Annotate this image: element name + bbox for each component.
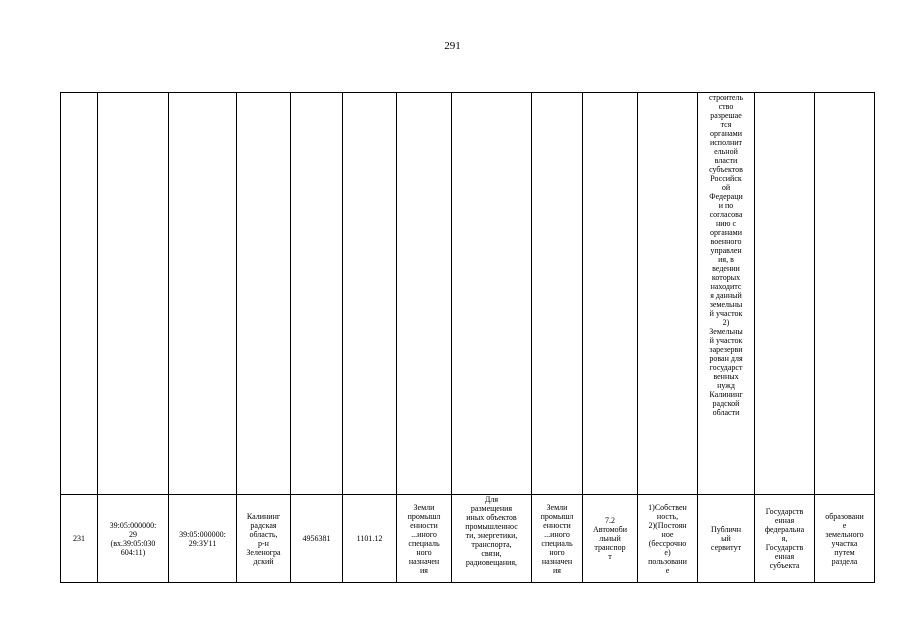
cell-empty (397, 93, 452, 495)
cell-empty (755, 93, 815, 495)
table-row (61, 495, 875, 583)
formation: образовани e земельного участка путем раздела (825, 511, 864, 566)
land-register-table (60, 92, 875, 583)
table-row-continuation (61, 93, 875, 495)
cell-empty (583, 93, 638, 495)
cell-empty (291, 93, 343, 495)
cell-empty (532, 93, 583, 495)
cell-encumbrance (698, 495, 755, 583)
cell-permitted-use (452, 495, 532, 583)
cell-ownership (755, 495, 815, 583)
page-number: 291 (444, 40, 461, 52)
cell-empty (815, 93, 875, 495)
restriction-text: строитель ство разрешае тся органами исполнит ельной власти субъектов Российск ой Федераци и по согласова нию с органами военного управлен ия, в ведении которых находитс я данный земельны й участок 2) Земельны й участок зарезерви рован для государст венных нужд Калининг радской области (708, 93, 744, 417)
cell-land-category-2 (532, 495, 583, 583)
location: Калининг радская область, р-н Зеленогра дский (246, 511, 281, 566)
cell-area-part (343, 495, 397, 583)
cell-formation (815, 495, 875, 583)
row-number: 231 (73, 534, 85, 543)
ownership: Государств енная федеральна я, Государств енная субъекта (764, 507, 805, 570)
area-total: 4956381 (302, 534, 331, 543)
cell-area-total (291, 495, 343, 583)
land-category-2: Земли промышл енности ...иного специаль ного назначен ия (540, 502, 574, 575)
cell-empty (237, 93, 291, 495)
cell-empty (343, 93, 397, 495)
cell-restriction-text (698, 93, 755, 495)
cell-rights (638, 495, 698, 583)
cell-parcel-id (169, 495, 237, 583)
land-category: Земли промышл енности ...иного специаль ного назначен ия (407, 502, 441, 575)
cell-empty (169, 93, 237, 495)
cell-empty (638, 93, 698, 495)
cell-row-number (61, 495, 98, 583)
area-part: 1101.12 (356, 534, 383, 543)
cell-empty (61, 93, 98, 495)
cell-use-code (583, 495, 638, 583)
cell-land-category (397, 495, 452, 583)
cell-location (237, 495, 291, 583)
cell-cadastral-number (98, 495, 169, 583)
use-code: 7.2 Автомоби льный транспор т (592, 516, 627, 561)
permitted-use: Для размещения иных объектов промышленнос ти, энергетики, транспорта, связи, радиовещания, (465, 495, 518, 567)
cell-empty (452, 93, 532, 495)
cell-empty (98, 93, 169, 495)
rights: 1)Собствен ность, 2)(Постоян ное (бессрочно e) пользовани e (648, 502, 687, 575)
encumbrance: Публичн ый сервитут (710, 525, 742, 552)
cadastral-number: 39:05:000000: 29 (вх.39:05:030 604:11) (109, 520, 157, 557)
parcel-id: 39:05:000000: 29:ЗУ11 (179, 529, 226, 548)
